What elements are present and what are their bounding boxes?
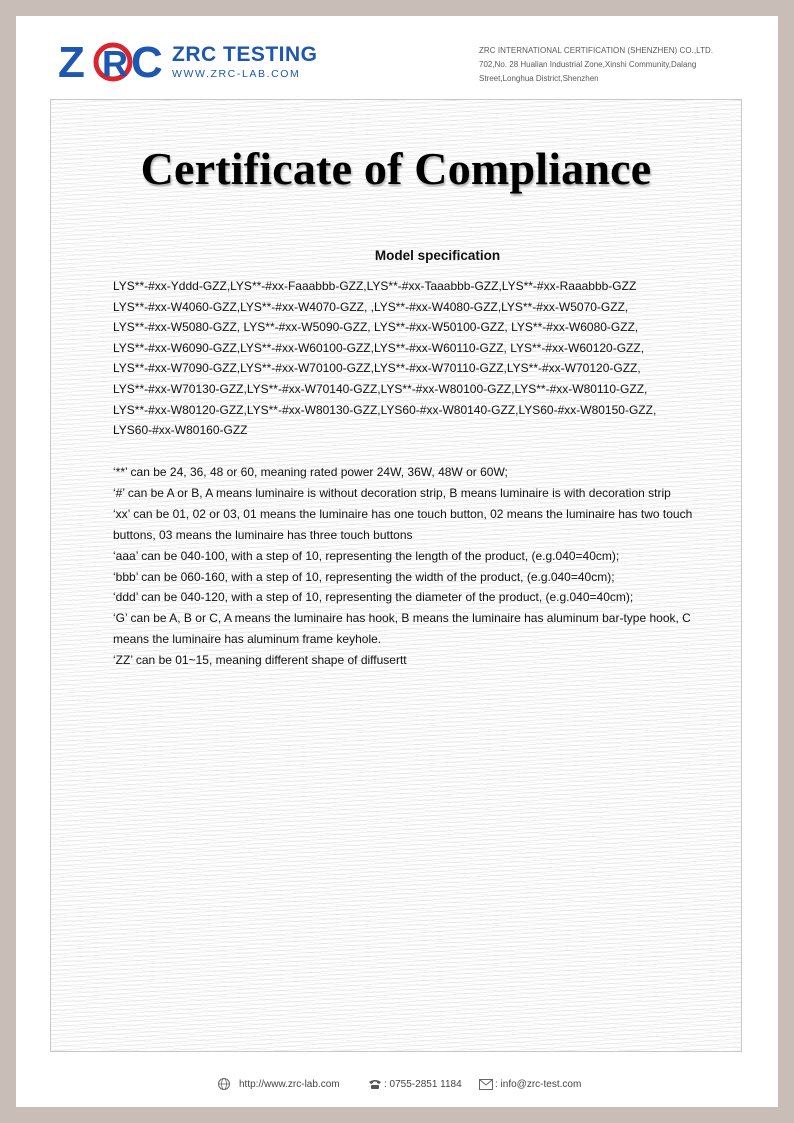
brand-name: ZRC TESTING (172, 43, 318, 66)
globe-icon (217, 1077, 231, 1091)
model-spec-heading: Model specification (374, 248, 501, 263)
model-line: LYS**-#xx-Yddd-GZZ,LYS**-#xx-Faaabbb-GZZ,LYS**-#xx-Taaabbb-GZZ,LYS**-#xx-Raaabbb-GZZ (113, 279, 637, 293)
logo-letter-r: R (102, 43, 128, 84)
footer-email[interactable] (479, 1076, 581, 1092)
mail-icon (479, 1079, 493, 1090)
note-line: ‘ddd’ can be 040-120, with a step of 10, representing the diameter of the product, (e.g.040=40cm); (113, 590, 634, 605)
model-line: LYS**-#xx-W7090-GZZ,LYS**-#xx-W70100-GZZ,LYS**-#xx-W70110-GZZ,LYS**-#xx-W70120-GZZ, (113, 361, 641, 376)
footer-phone (368, 1076, 462, 1092)
model-list (113, 276, 713, 441)
note-line: means the luminaire has aluminum frame keyhole. (113, 632, 382, 647)
model-line: LYS**-#xx-W70130-GZZ,LYS**-#xx-W70140-GZZ,LYS**-#xx-W80100-GZZ,LYS**-#xx-W80110-GZZ, (113, 381, 648, 396)
logo-letter-z: Z (58, 40, 85, 84)
model-notes (113, 462, 713, 671)
footer-website[interactable] (217, 1076, 340, 1092)
brand-url[interactable]: WWW.ZRC-LAB.COM (172, 68, 301, 80)
note-line: ‘#’ can be A or B, A means luminaire is without decoration strip, B means luminaire is with decoration strip (113, 485, 671, 500)
model-line: LYS60-#xx-W80160-GZZ (113, 423, 248, 438)
model-line: LYS**-#xx-W80120-GZZ,LYS**-#xx-W80130-GZZ,LYS60-#xx-W80140-GZZ,LYS60-#xx-W80150-GZZ, (113, 402, 657, 417)
phone-number: : 0755-2851 1184 (384, 1078, 462, 1090)
note-line: ‘bbb’ can be 060-160, with a step of 10, representing the width of the product, (e.g.040=40cm); (113, 569, 615, 584)
note-line: ‘G’ can be A, B or C, A means the luminaire has hook, B means the luminaire has aluminum bar-type hook, C (113, 611, 691, 626)
page-title: Certificate of Compliance (140, 143, 652, 194)
website-link[interactable]: http://www.zrc-lab.com (239, 1078, 340, 1090)
model-line: LYS**-#xx-W4060-GZZ,LYS**-#xx-W4070-GZZ, ,LYS**-#xx-W4080-GZZ,LYS**-#xx-W5070-GZZ, (113, 299, 629, 314)
note-line: buttons, 03 means the luminaire has three touch buttons (113, 527, 413, 542)
note-line: ‘ZZ’ can be 01~15, meaning different shape of diffusertt (113, 653, 407, 668)
note-line: ‘aaa’ can be 040-100, with a step of 10, representing the length of the product, (e.g.040=40cm); (113, 548, 620, 563)
phone-icon (368, 1078, 382, 1090)
company-info (479, 44, 731, 86)
note-line: ‘**’ can be 24, 36, 48 or 60, meaning rated power 24W, 36W, 48W or 60W; (113, 465, 508, 479)
company-address-line2: Street,Longhua District,Shenzhen (479, 74, 599, 83)
model-line: LYS**-#xx-W6090-GZZ,LYS**-#xx-W60100-GZZ,LYS**-#xx-W60110-GZZ, LYS**-#xx-W60120-GZZ, (113, 340, 645, 355)
company-address-line1: 702,No. 28 Hualian Industrial Zone,Xinshi Community,Dalang (479, 60, 697, 69)
model-line: LYS**-#xx-W5080-GZZ, LYS**-#xx-W5090-GZZ, LYS**-#xx-W50100-GZZ, LYS**-#xx-W6080-GZZ, (113, 320, 639, 335)
email-address[interactable]: : info@zrc-test.com (495, 1078, 582, 1090)
company-name: ZRC INTERNATIONAL CERTIFICATION (SHENZHEN) CO.,LTD. (479, 46, 714, 55)
logo-letter-c: C (131, 40, 163, 84)
note-line: ‘xx’ can be 01, 02 or 03, 01 means the luminaire has one touch button, 02 means the luminaire has two touch (113, 506, 693, 521)
zrc-logo-mark (58, 40, 168, 84)
